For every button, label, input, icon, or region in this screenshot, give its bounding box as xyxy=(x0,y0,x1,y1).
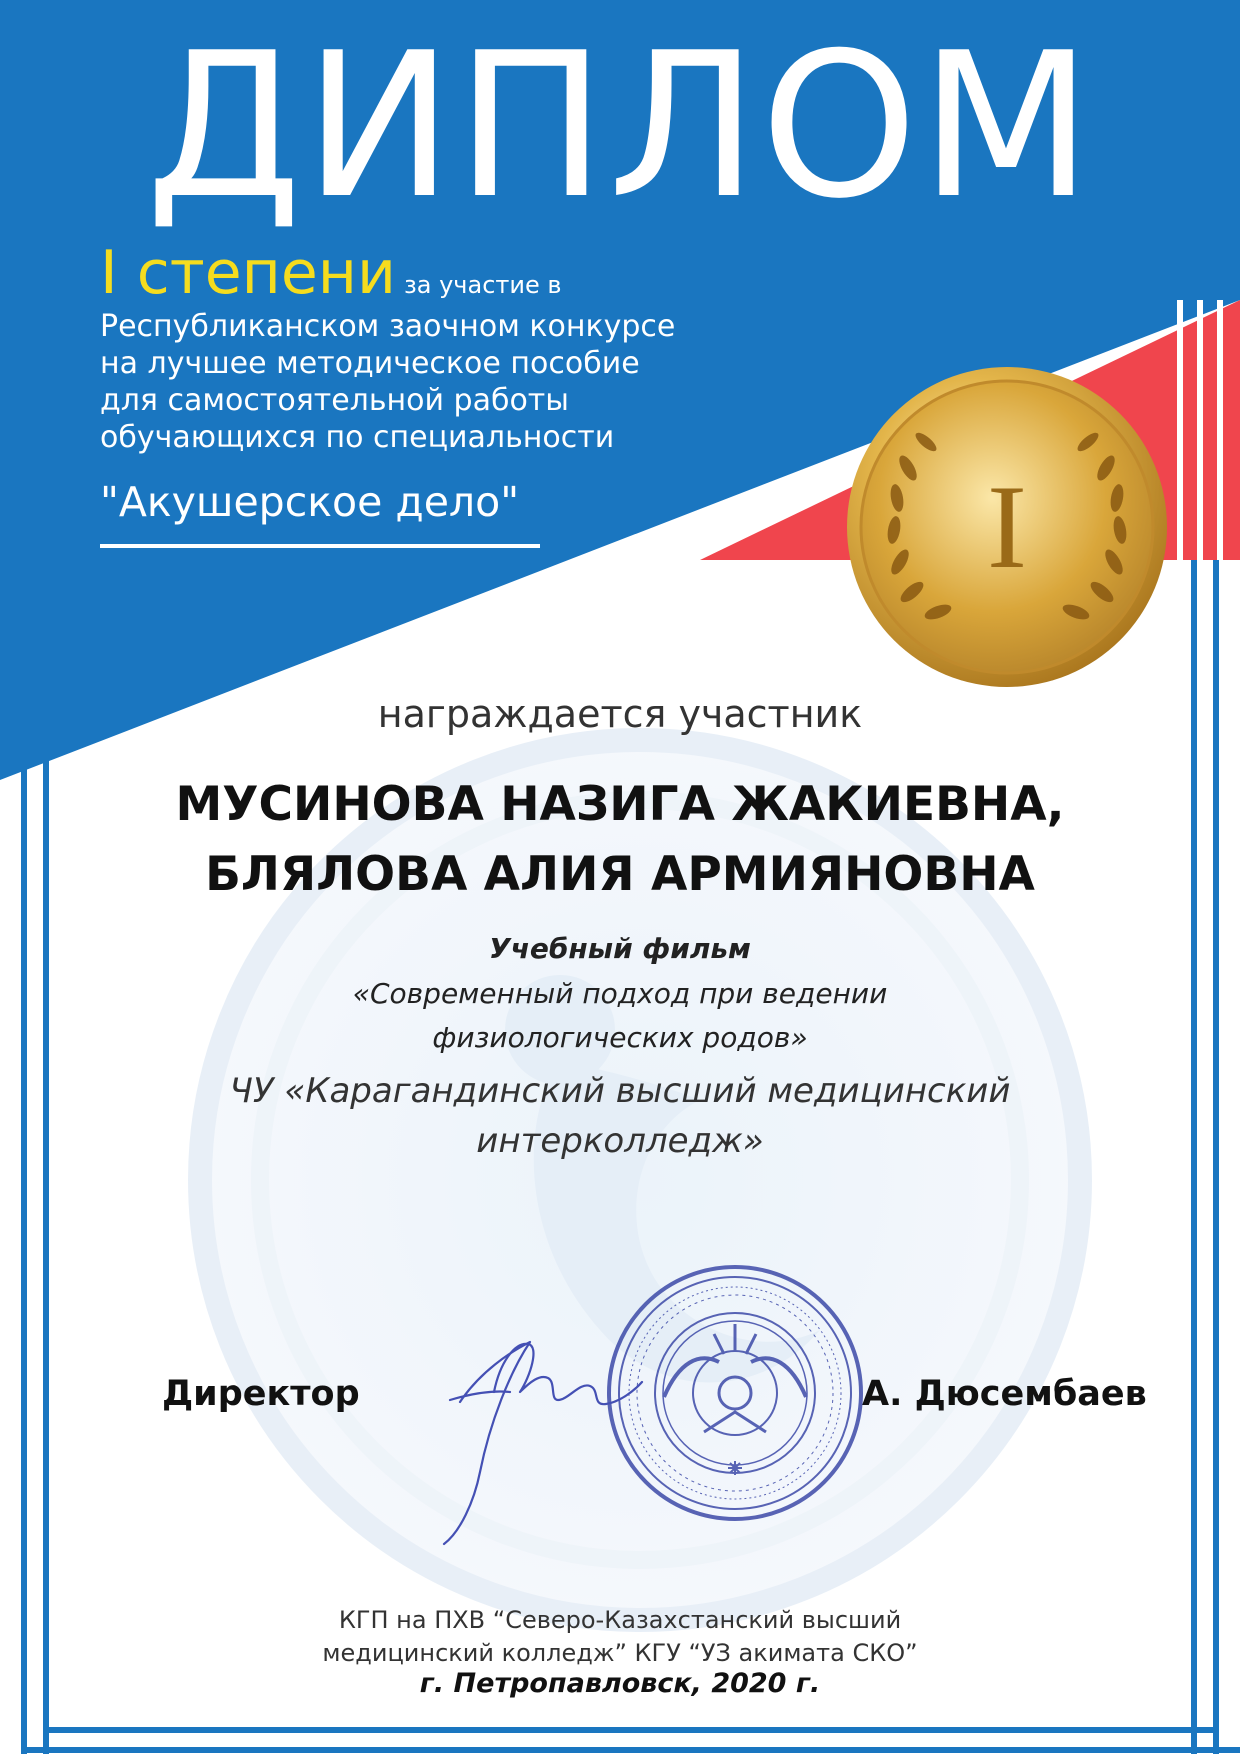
contest-line: на лучшее методическое пособие xyxy=(100,346,640,381)
specialty-name: "Акушерское дело" xyxy=(100,478,520,526)
recipient-name: МУСИНОВА НАЗИГА ЖАКИЕВНА, xyxy=(175,777,1065,832)
specialty-underline xyxy=(100,544,540,548)
degree-line xyxy=(100,238,562,308)
contest-line: обучающихся по специальности xyxy=(100,420,615,455)
recipient-name: БЛЯЛОВА АЛИЯ АРМИЯНОВНА xyxy=(205,847,1035,902)
contest-description xyxy=(100,308,800,456)
director-signature xyxy=(430,1282,660,1552)
degree-label: I степени xyxy=(100,238,396,308)
work-type: Учебный фильм xyxy=(489,932,751,965)
work-title-line: «Современный подход при ведении xyxy=(352,977,888,1010)
degree-suffix: за участие в xyxy=(404,271,562,299)
medal-numeral: I xyxy=(987,460,1027,593)
gold-medal-icon xyxy=(842,362,1172,692)
institution-line: ЧУ «Карагандинский высший медицинский xyxy=(229,1071,1011,1111)
issuer-line: медицинский колледж” КГУ “УЗ акимата СКО” xyxy=(322,1639,918,1667)
diploma-title: ДИПЛОМ xyxy=(145,10,1095,243)
contest-line: для самостоятельной работы xyxy=(100,383,569,418)
institution-name xyxy=(0,1066,1240,1166)
awarded-text: награждается участник xyxy=(377,692,863,736)
issuer-info xyxy=(0,1604,1240,1670)
institution-line: интерколледж» xyxy=(476,1121,764,1161)
recipient-names xyxy=(0,770,1240,910)
contest-line: Республиканском заочном конкурсе xyxy=(100,309,676,344)
director-name: А. Дюсембаев xyxy=(862,1374,1147,1414)
city-year: г. Петропавловск, 2020 г. xyxy=(419,1668,821,1699)
work-title xyxy=(0,972,1240,1060)
director-label: Директор xyxy=(162,1374,360,1414)
work-title-line: физиологических родов» xyxy=(432,1021,808,1054)
issuer-line: КГП на ПХВ “Северо-Казахстанский высший xyxy=(338,1606,902,1634)
